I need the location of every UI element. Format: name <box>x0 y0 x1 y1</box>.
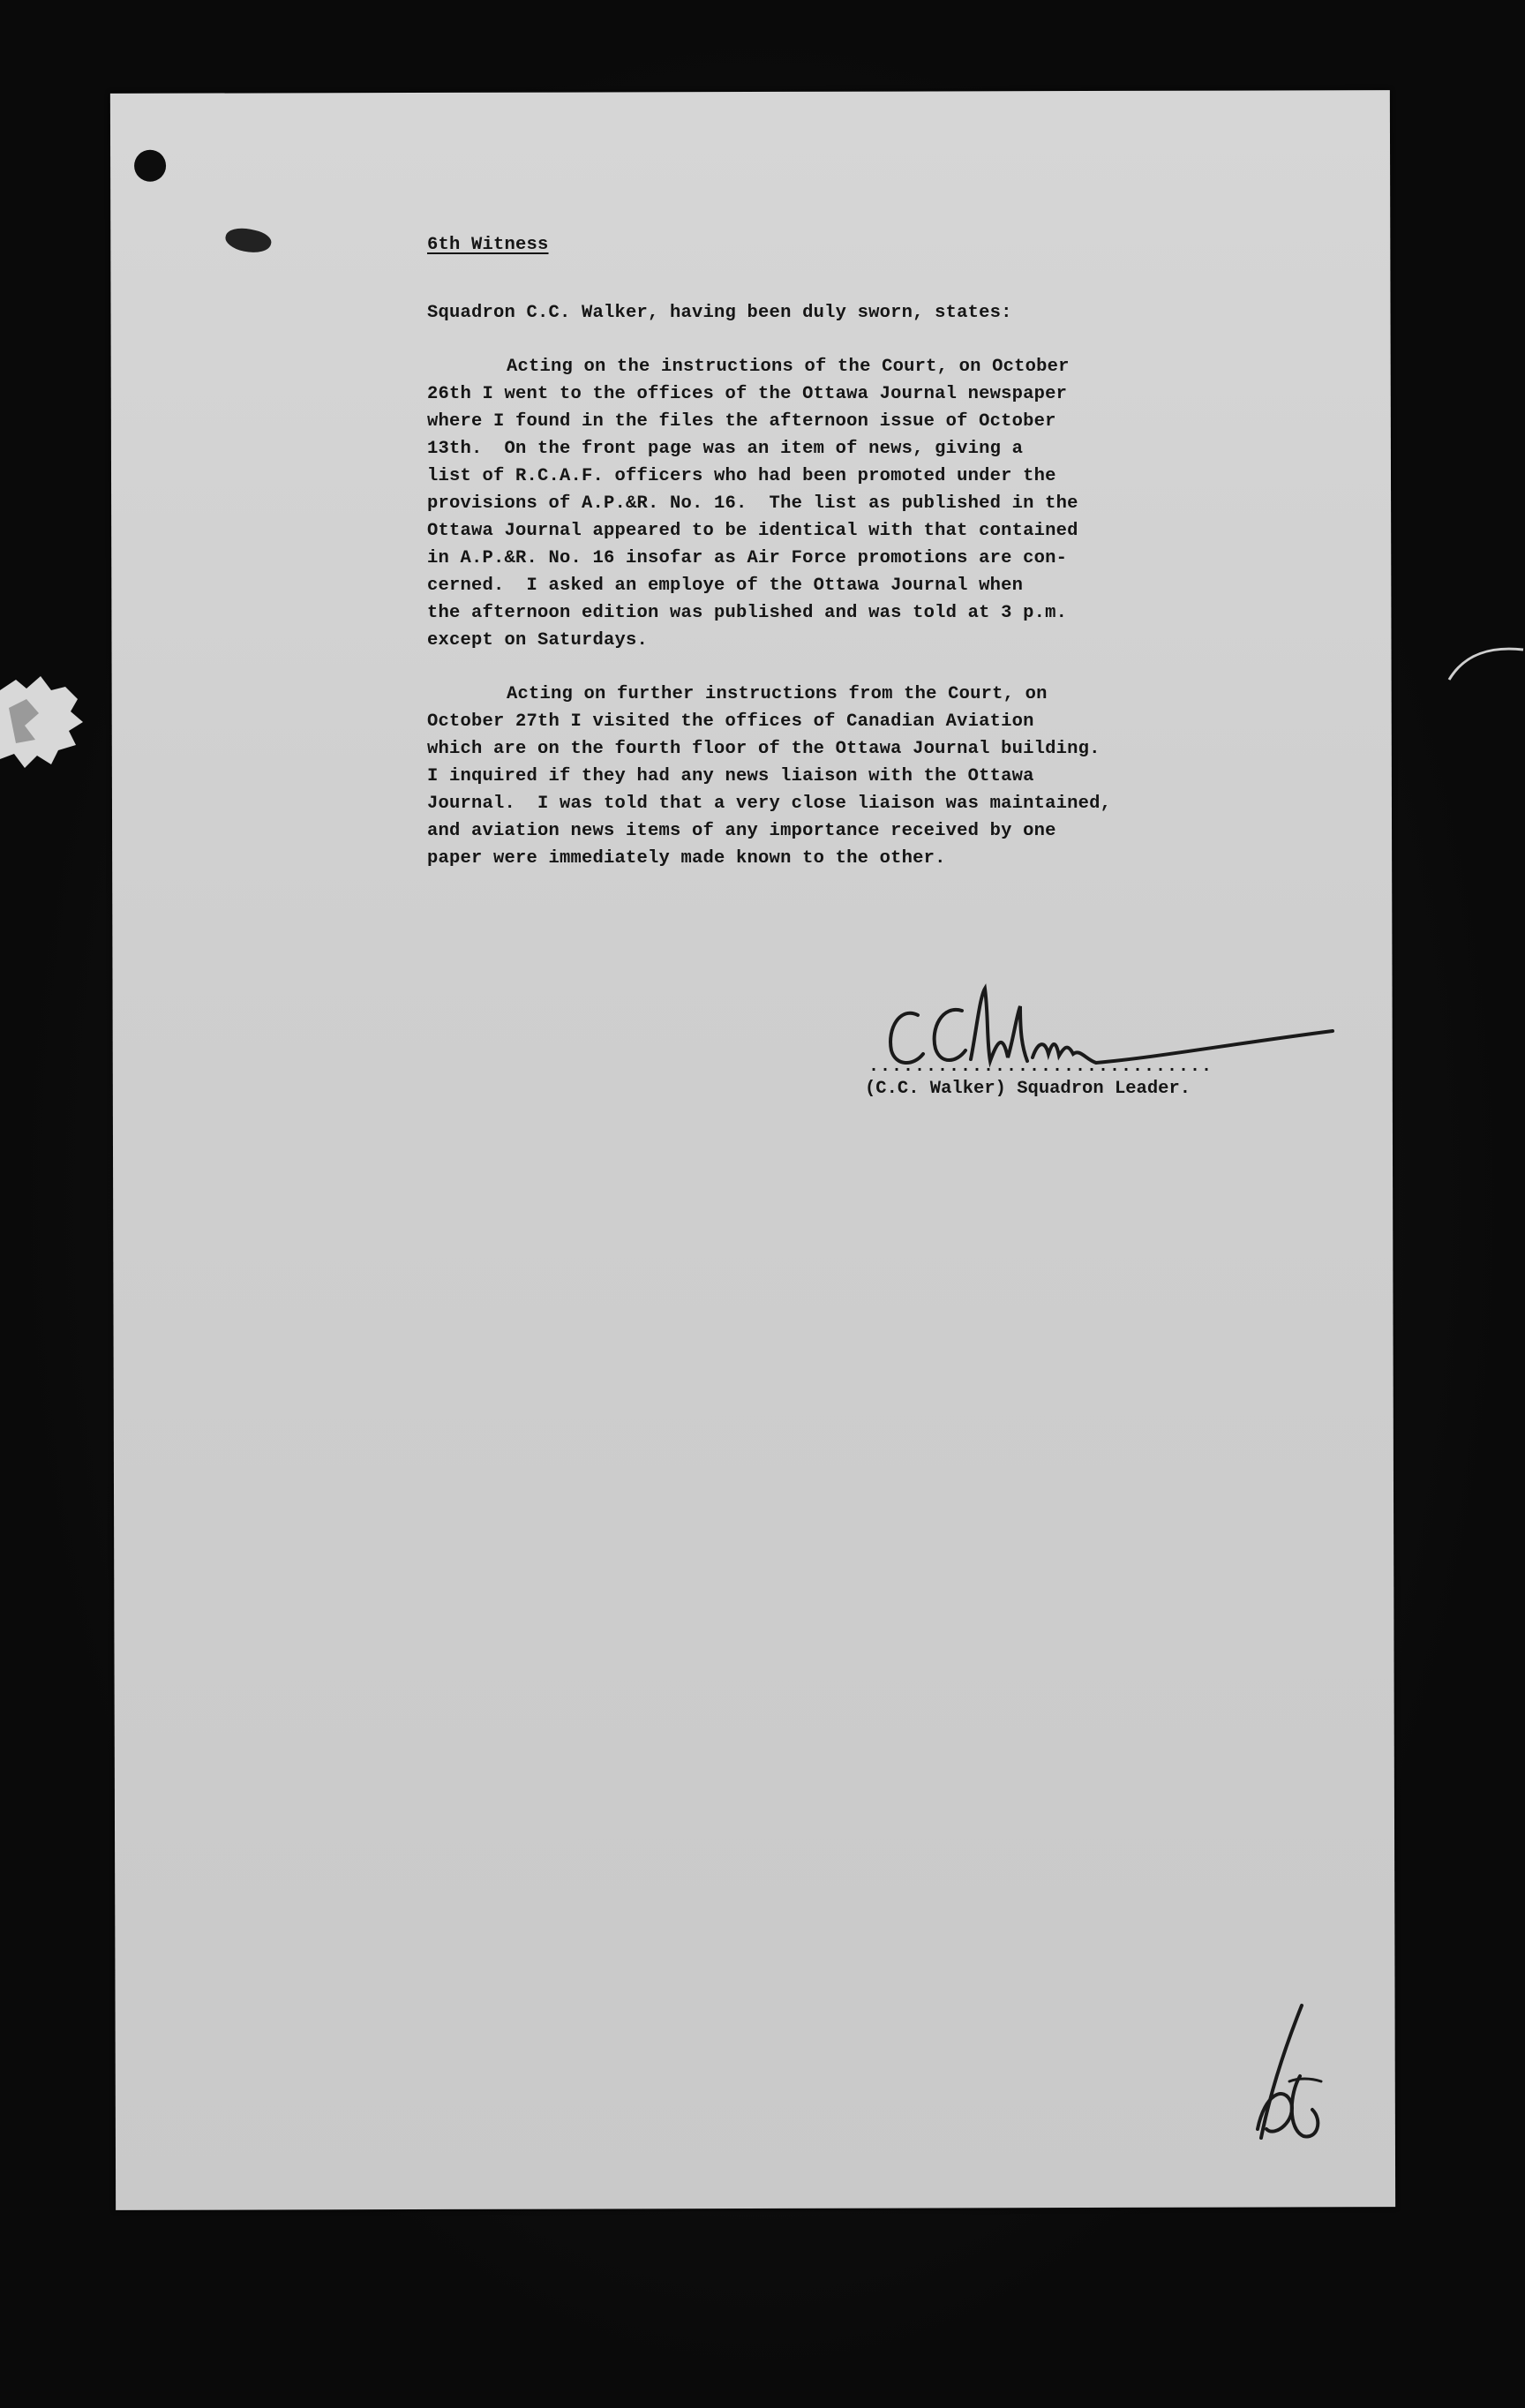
torn-paper-fragment <box>0 673 84 770</box>
paragraph-line: cerned. I asked an employe of the Ottawa Journal when <box>427 576 1024 596</box>
paragraph-line: the afternoon edition was published and was told at 3 p.m. <box>427 603 1068 623</box>
paragraph-line: Acting on the instructions of the Court, on October <box>507 357 1070 377</box>
paragraph-line: 13th. On the front page was an item of news, giving a <box>427 439 1024 459</box>
paragraph-line: paper were immediately made known to the other. <box>427 848 946 869</box>
statement-heading: 6th Witness <box>427 235 549 255</box>
paragraph-line: in A.P.&R. No. 16 insofar as Air Force promotions are con- <box>427 548 1068 568</box>
paragraph-line: which are on the fourth floor of the Ottawa Journal building. <box>427 739 1101 759</box>
paragraph-line: Ottawa Journal appeared to be identical with that contained <box>427 521 1078 541</box>
paragraph-line: October 27th I visited the offices of Canadian Aviation <box>427 711 1034 732</box>
statement-intro: Squadron C.C. Walker, having been duly sworn, states: <box>427 303 1012 323</box>
signature-caption: (C.C. Walker) Squadron Leader. <box>865 1079 1191 1099</box>
paragraph-line: Acting on further instructions from the Court, on <box>507 684 1048 704</box>
paragraph-2 <box>427 681 1257 872</box>
signature-line: .............................. <box>868 1057 1213 1077</box>
handwritten-initials <box>1249 1997 1328 2147</box>
ink-blot <box>223 224 273 256</box>
punch-hole <box>134 150 166 182</box>
witness-statement <box>427 231 1257 872</box>
paragraph-line: 26th I went to the offices of the Ottawa Journal newspaper <box>427 384 1068 404</box>
paragraph-line: Journal. I was told that a very close liaison was maintained, <box>427 794 1112 814</box>
paragraph-line: provisions of A.P.&R. No. 16. The list as published in the <box>427 493 1078 514</box>
paragraph-line: and aviation news items of any importance received by one <box>427 821 1056 841</box>
paragraph-line: I inquired if they had any news liaison with the Ottawa <box>427 766 1034 786</box>
paragraph-line: except on Saturdays. <box>427 630 649 651</box>
paragraph-line: list of R.C.A.F. officers who had been promoted under the <box>427 466 1056 486</box>
paragraph-line: where I found in the files the afternoon issue of October <box>427 411 1056 432</box>
paper-corner-mark <box>1447 644 1525 697</box>
paragraph-1 <box>427 353 1257 654</box>
